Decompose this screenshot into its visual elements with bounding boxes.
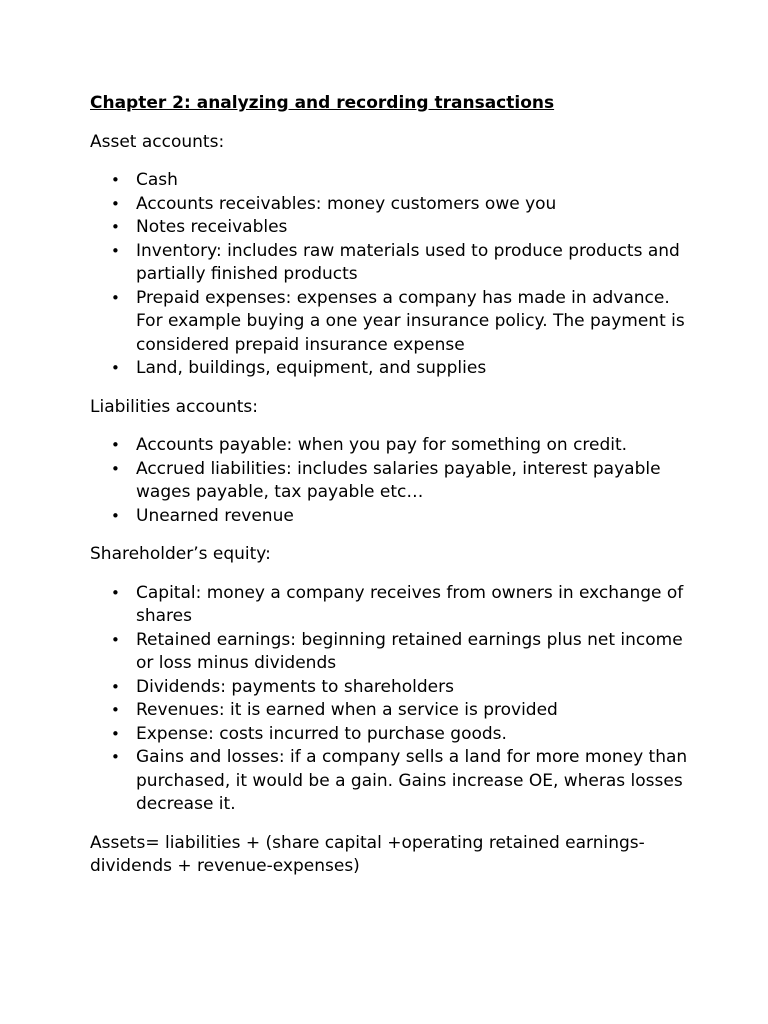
shareholders-equity-list xyxy=(90,582,690,817)
bullet-icon: • xyxy=(111,241,120,260)
bullet-icon: • xyxy=(111,506,120,525)
list-item: • Revenues: it is earned when a service is provided xyxy=(90,699,690,723)
list-item: • Prepaid expenses: expenses a company has made in advance. For example buying a one year insurance policy. The payment is considered prepaid insurance expense xyxy=(111,287,685,355)
bullet-icon: • xyxy=(111,459,120,478)
liabilities-accounts-list xyxy=(90,434,690,528)
list-item: • Dividends: payments to shareholders xyxy=(90,676,690,700)
section-heading-assets: Asset accounts: xyxy=(90,131,225,152)
list-item: • Unearned revenue xyxy=(90,505,690,529)
list-item: • Expense: costs incurred to purchase goods. xyxy=(90,723,690,747)
bullet-icon: • xyxy=(111,630,120,649)
bullet-icon: • xyxy=(111,677,120,696)
list-item: • Accrued liabilities: includes salaries payable, interest payable wages payable, tax payable etc… xyxy=(111,458,661,502)
document-title: Chapter 2: analyzing and recording transactions xyxy=(90,93,555,113)
list-item: • Accounts receivables: money customers owe you xyxy=(90,193,690,217)
document-page xyxy=(90,92,690,879)
bullet-icon: • xyxy=(111,171,120,189)
bullet-icon: • xyxy=(111,436,120,454)
asset-accounts-list xyxy=(90,169,690,381)
bullet-icon: • xyxy=(111,359,120,377)
accounting-equation: Assets= liabilities + (share capital +operating retained earnings-dividends + revenue-expenses) xyxy=(90,832,645,876)
bullet-icon: • xyxy=(111,288,120,307)
bullet-icon: • xyxy=(111,583,120,602)
bullet-icon: • xyxy=(111,218,120,236)
list-item: • Gains and losses: if a company sells a land for more money than purchased, it would be a gain. Gains increase OE, wheras losses decrease it. xyxy=(111,747,688,814)
section-heading-equity: Shareholder’s equity: xyxy=(90,544,271,564)
bullet-icon: • xyxy=(111,194,120,213)
list-item: • Notes receivables xyxy=(90,216,690,240)
section-heading-liabilities: Liabilities accounts: xyxy=(90,396,258,417)
bullet-icon: • xyxy=(111,701,120,719)
bullet-icon: • xyxy=(111,724,120,743)
list-item: • Cash xyxy=(90,169,690,193)
list-item: • Capital: money a company receives from owners in exchange of shares xyxy=(111,582,684,626)
list-item: • Accounts payable: when you pay for something on credit. xyxy=(90,434,690,458)
list-item: • Land, buildings, equipment, and supplies xyxy=(90,357,690,381)
list-item: • Inventory: includes raw materials used to produce products and partially finished products xyxy=(111,240,680,284)
list-item: • Retained earnings: beginning retained earnings plus net income or loss minus dividends xyxy=(111,629,683,673)
bullet-icon: • xyxy=(111,748,120,766)
